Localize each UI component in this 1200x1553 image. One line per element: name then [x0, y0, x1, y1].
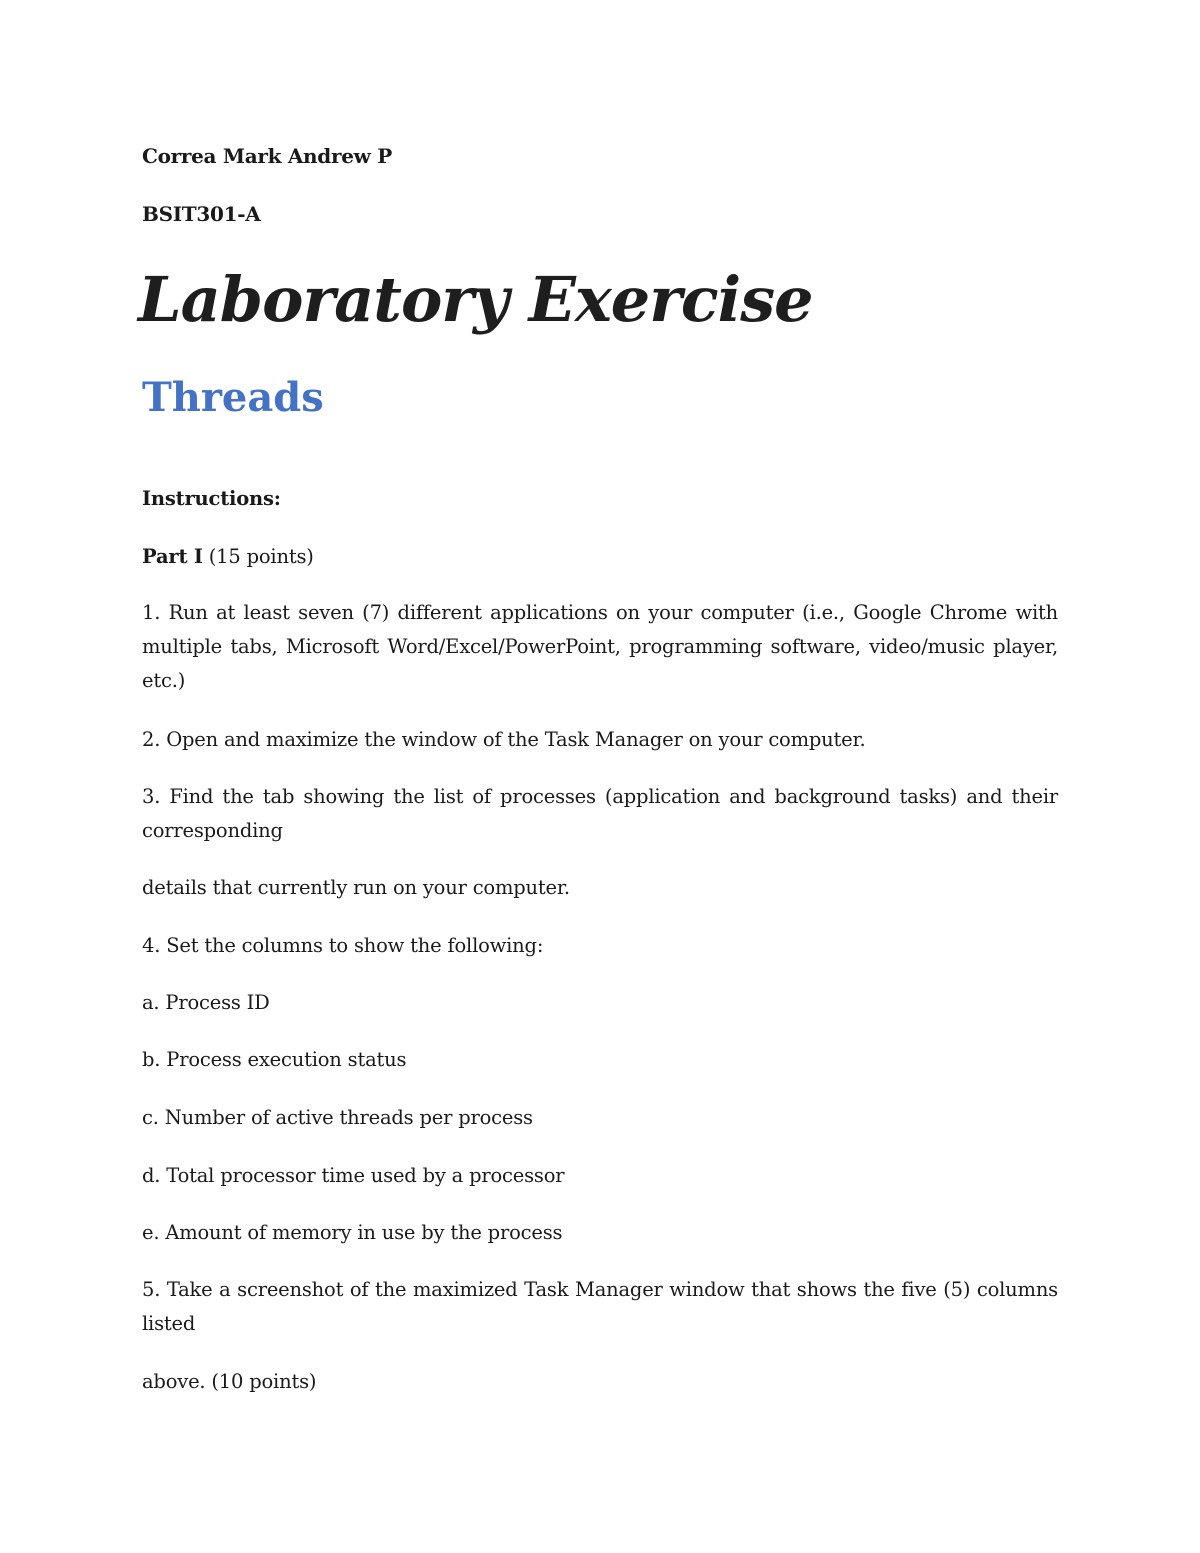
instruction-item-3: 3. Find the tab showing the list of processes (application and background tasks) and their corresponding [142, 785, 1058, 842]
instruction-item-3-continued: details that currently run on your computer. [142, 876, 570, 899]
instruction-item-4a: a. Process ID [142, 991, 270, 1014]
instruction-item-5-continued: above. (10 points) [142, 1370, 317, 1393]
instructions-heading: Instructions: [142, 487, 281, 510]
instruction-item-4c: c. Number of active threads per process [142, 1106, 533, 1129]
instruction-item-4: 4. Set the columns to show the following: [142, 934, 544, 957]
instruction-item-4d: d. Total processor time used by a processor [142, 1164, 565, 1187]
instruction-item-2: 2. Open and maximize the window of the Task Manager on your computer. [142, 728, 866, 751]
instruction-item-1: 1. Run at least seven (7) different applications on your computer (i.e., Google Chrome with multiple tabs, Microsoft Word/Excel/PowerPoint, programming software, video/music player, etc.) [142, 601, 1058, 692]
instruction-item-4e: e. Amount of memory in use by the process [142, 1221, 563, 1244]
part-heading [142, 545, 314, 568]
document-subtitle: Threads [142, 374, 324, 421]
author-name: Correa Mark Andrew P [142, 144, 392, 168]
class-section: BSIT301-A [142, 202, 261, 226]
instruction-item-4b: b. Process execution status [142, 1048, 407, 1071]
part-label: Part I [142, 545, 203, 568]
part-points: (15 points) [202, 545, 314, 568]
document-title: Laboratory Exercise [138, 263, 813, 336]
instruction-item-5: 5. Take a screenshot of the maximized Task Manager window that shows the five (5) columns listed [142, 1278, 1058, 1335]
